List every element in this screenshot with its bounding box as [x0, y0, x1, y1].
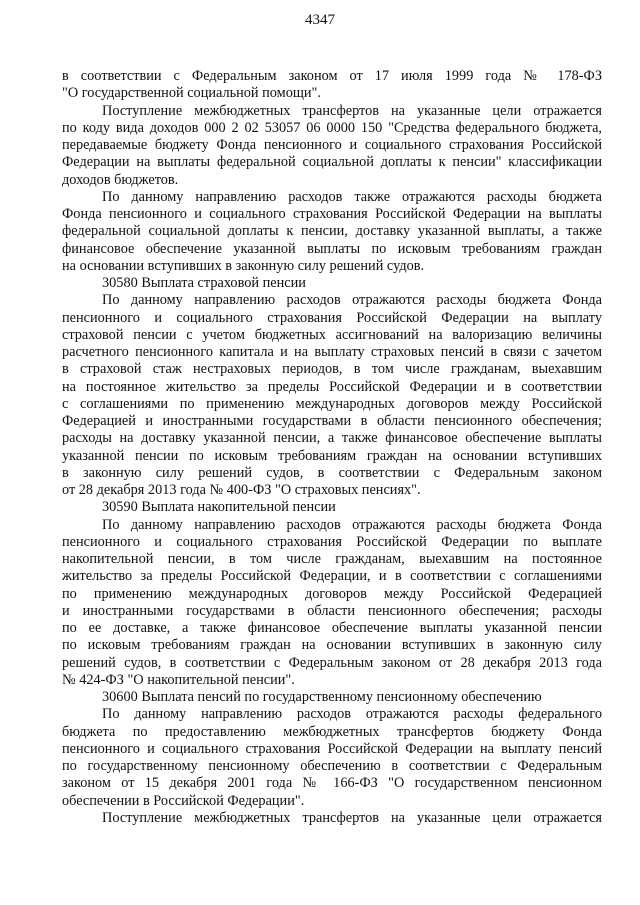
text-line: обеспечении в Российской Федерации".	[62, 792, 305, 809]
text-line: по ее доставке, а также финансовое обеспечение выплаты указанной пенсии	[62, 620, 602, 636]
text-line: от 28 декабря 2013 года № 400-ФЗ "О страховых пенсиях".	[62, 482, 421, 498]
text-line: пенсионного и социального страхования Российской Федерации на выплату пенсий	[62, 740, 602, 757]
body-text	[62, 68, 602, 827]
text-line: жительство за пределы Российской Федерации, и в соответствии с соглашениями	[62, 568, 602, 585]
text-line: пенсионного и социального страхования Российской Федерации на выплату	[62, 309, 602, 326]
text-line: решений судов, в соответствии с Федеральным законом от 28 декабря 2013 года	[62, 654, 602, 671]
text-line: По данному направлению расходов также отражаются расходы бюджета	[102, 188, 602, 205]
text-line: 30580 Выплата страховой пенсии	[102, 275, 306, 291]
text-line: страховой пенсии с учетом бюджетных ассигнований на валоризацию величины	[62, 326, 602, 343]
text-line: по применению международных договоров между Российской Федерацией	[62, 585, 602, 602]
text-line: в соответствии с Федеральным законом от 17 июля 1999 года № 178-ФЗ	[62, 68, 602, 84]
text-line: накопительной пенсии, в том числе гражданам, выехавшим на постоянное	[62, 551, 602, 567]
text-line: Поступление межбюджетных трансфертов на указанные цели отражается	[102, 809, 602, 826]
text-line: "О государственной социальной помощи".	[62, 85, 321, 102]
text-line: и иностранными государствами в области пенсионного обеспечения; расходы	[62, 602, 602, 619]
text-line: расчетного пенсионного капитала и на выплату страховых пенсий в связи с зачетом	[62, 344, 602, 360]
text-line: федеральной социальной доплаты к пенсии, доставку указанной выплаты, а также	[62, 223, 602, 240]
text-line: Фонда пенсионного и социального страхования Российской Федерации на выплаты	[62, 206, 602, 222]
text-line: 30600 Выплата пенсий по государственному пенсионному обеспечению	[102, 689, 542, 705]
text-line: передаваемые бюджету Фонда пенсионного и социального страхования Российской	[62, 137, 602, 153]
text-line: с соглашениями по применению международных договоров между Российской	[62, 395, 602, 412]
text-line: на постоянное жительство за пределы Российской Федерации и в соответствии	[62, 378, 602, 395]
page-number: 4347	[305, 12, 335, 28]
text-line: по коду вида доходов 000 2 02 53057 06 0000 150 "Средства федерального бюджета,	[62, 119, 602, 136]
text-line: на основании вступивших в законную силу решений судов.	[62, 257, 425, 274]
text-line: законом от 15 декабря 2001 года № 166-ФЗ "О государственном пенсионном	[62, 775, 602, 792]
text-line: Федерации на выплаты федеральной социальной доплаты к пенсии" классификации	[62, 154, 602, 171]
text-line: по исковым требованиям граждан на основании вступивших в законную силу	[62, 637, 602, 654]
text-line: в страховой стаж нестраховых периодов, в том числе гражданам, выехавшим	[62, 361, 602, 378]
text-line: Федерацией и иностранными государствами в области пенсионного обеспечения;	[62, 413, 602, 429]
text-line: в законную силу решений судов, в соответствии с Федеральным законом	[62, 464, 602, 481]
text-line: бюджета по предоставлению межбюджетных трансфертов бюджету Фонда	[62, 723, 602, 740]
text-line: пенсионного и социального страхования Российской Федерации по выплате	[62, 533, 602, 550]
text-line: Поступление межбюджетных трансфертов на указанные цели отражается	[102, 102, 602, 119]
text-line: По данному направлению расходов отражаются расходы бюджета Фонда	[102, 516, 602, 533]
text-line: расходы на доставку указанной пенсии, а также финансовое обеспечение выплаты	[62, 430, 602, 447]
text-line: № 424-ФЗ "О накопительной пенсии".	[62, 671, 295, 688]
text-line: По данному направлению расходов отражаются расходы бюджета Фонда	[102, 292, 602, 309]
text-line: 30590 Выплата накопительной пенсии	[102, 499, 336, 516]
text-line: финансовое обеспечение указанной выплаты по исковым требованиям граждан	[62, 240, 602, 257]
text-line: указанной пенсии по исковым требованиям граждан на основании вступивших	[62, 447, 602, 464]
text-line: по государственному пенсионному обеспечению в соответствии с Федеральным	[62, 758, 602, 774]
text-line: доходов бюджетов.	[62, 171, 179, 188]
text-line: По данному направлению расходов отражаются расходы федерального	[102, 706, 602, 723]
